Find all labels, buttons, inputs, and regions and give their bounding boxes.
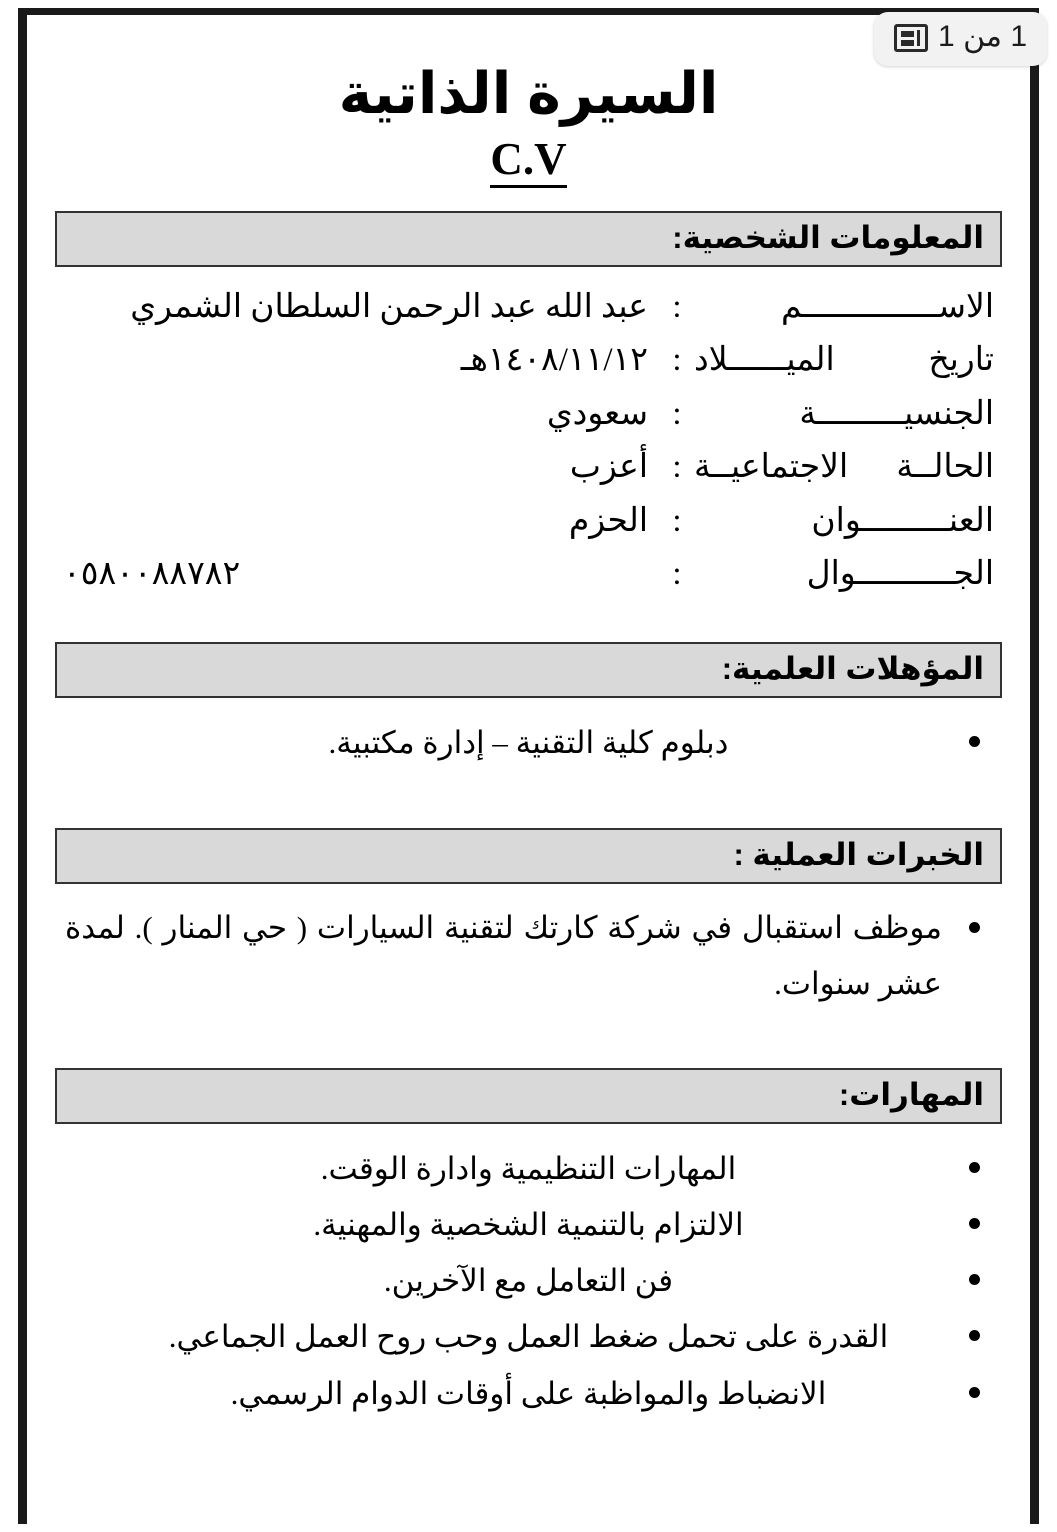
page-subtitle-text: C.V (490, 134, 566, 188)
bullet-icon (969, 1162, 980, 1173)
page-subtitle (55, 133, 1002, 185)
bullet-icon (969, 736, 980, 747)
list-item (55, 716, 1002, 770)
list-item (55, 900, 1002, 1012)
page-title: السيرة الذاتية (338, 62, 719, 126)
info-value-marital-status: أعزب (569, 449, 648, 486)
experience-item-text: موظف استقبال في شركة كارتك لتقنية السيارات ( حي المنار ). لمدة عشر سنوات. (65, 909, 942, 1001)
education-list (55, 716, 1002, 770)
info-row-birthdate (63, 334, 994, 387)
info-label-name: الاســــــــــــــم (781, 289, 994, 325)
bullet-icon (969, 1387, 980, 1398)
section-header-personal: المعلومات الشخصية: (55, 211, 1002, 267)
info-colon-mobile: : (672, 556, 682, 593)
skill-item-text: المهارات التنظيمية وادارة الوقت. (320, 1150, 737, 1186)
section-header-skills: المهارات: (55, 1068, 1002, 1124)
info-colon-address: : (672, 502, 682, 539)
info-label-address: العنـــــــــوان (811, 502, 994, 539)
info-label-marital-status: الحالــة الاجتماعيــة (694, 449, 994, 486)
bullet-icon (969, 1218, 980, 1229)
info-row-nationality (63, 388, 994, 441)
list-item (55, 1142, 1002, 1196)
personal-info-list (55, 281, 1002, 602)
info-row-address (63, 495, 994, 548)
document-page (18, 8, 1039, 1524)
section-header-education: المؤهلات العلمية: (55, 642, 1002, 698)
bullet-icon (969, 1330, 980, 1341)
list-item (55, 1367, 1002, 1421)
pages-icon (894, 24, 928, 52)
education-item-text: دبلوم كلية التقنية – إدارة مكتبية. (328, 724, 729, 760)
skill-item-text: الانضباط والمواظبة على أوقات الدوام الرسمي. (230, 1375, 827, 1411)
info-value-birthdate: ١٤٠٨/١١/١٢هـ (460, 342, 648, 379)
skill-item-text: الالتزام بالتنمية الشخصية والمهنية. (313, 1206, 744, 1242)
page-indicator-label: 1 من 1 (938, 20, 1027, 53)
info-label-mobile: الجــــــــــوال (806, 556, 994, 593)
info-colon-marital-status: : (672, 449, 682, 486)
info-value-nationality: سعودي (546, 395, 648, 432)
list-item (55, 1198, 1002, 1252)
info-colon-name: : (672, 289, 682, 325)
bullet-icon (969, 1274, 980, 1285)
info-colon-nationality: : (672, 395, 682, 432)
skill-item-text: القدرة على تحمل ضغط العمل وحب روح العمل الجماعي. (168, 1319, 889, 1355)
list-item (55, 1310, 1002, 1364)
info-value-address: الحزم (568, 502, 648, 539)
skills-list (55, 1142, 1002, 1421)
info-colon-birthdate: : (672, 342, 682, 379)
info-row-name (63, 281, 994, 334)
info-row-marital-status (63, 441, 994, 494)
list-item (55, 1254, 1002, 1308)
info-value-name: عبد الله عبد الرحمن السلطان الشمري (130, 289, 648, 325)
info-label-nationality: الجنسيـــــــــة (799, 395, 994, 432)
bullet-icon (969, 922, 980, 933)
page-indicator-badge[interactable] (874, 12, 1047, 66)
skill-item-text: فن التعامل مع الآخرين. (383, 1263, 674, 1299)
info-label-birthdate: تاريخ الميــــــلاد (694, 342, 994, 379)
info-value-mobile: ٠٥٨٠٠٨٨٧٨٢ (63, 556, 241, 593)
section-header-experience: الخبرات العملية : (55, 828, 1002, 884)
info-row-mobile (63, 548, 994, 601)
